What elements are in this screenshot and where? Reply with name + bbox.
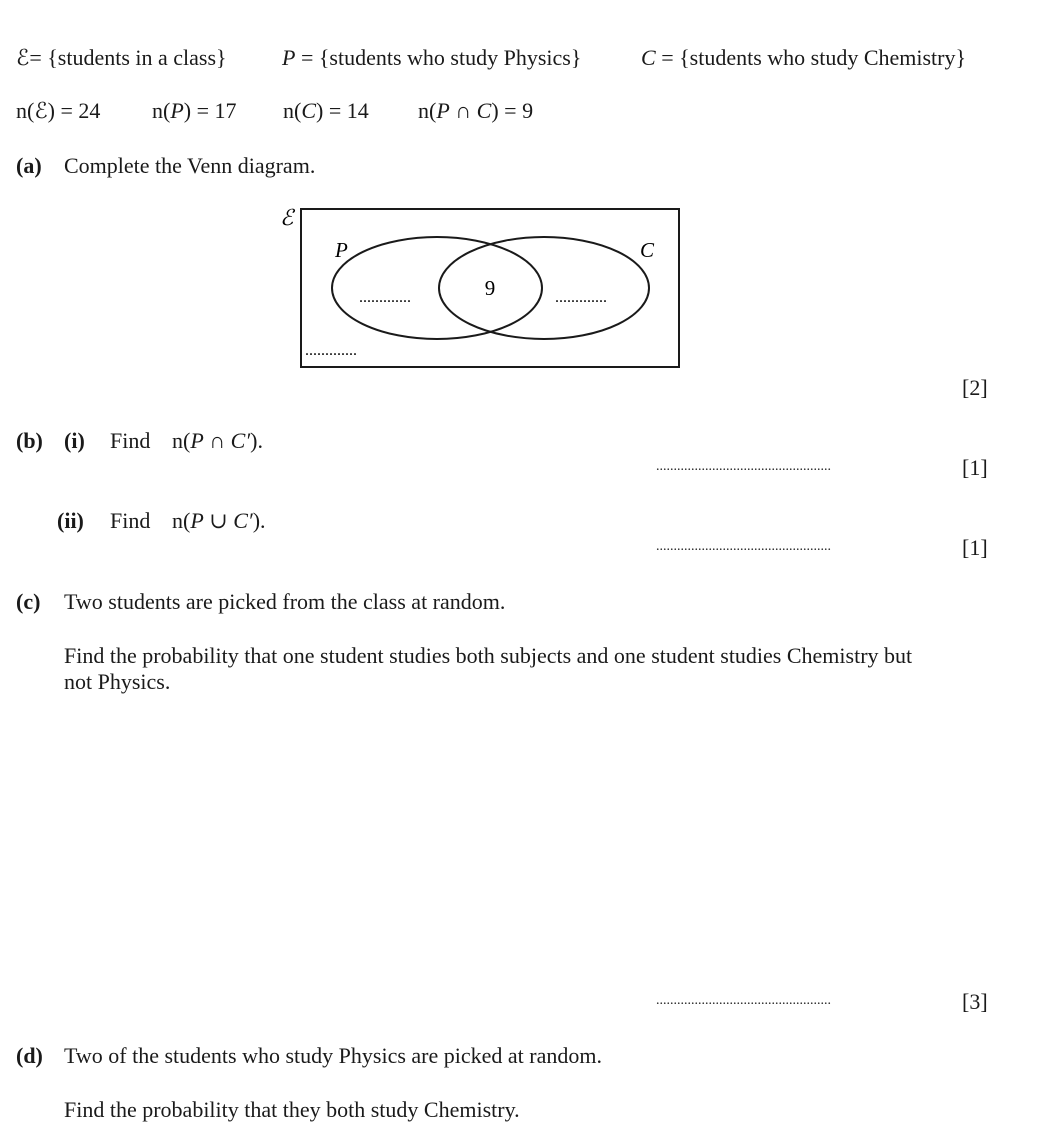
part-b-ii-expr-op: ∪ xyxy=(203,508,234,533)
n-chemistry-suffix: ) = 14 xyxy=(316,98,369,123)
p-symbol: P xyxy=(282,45,296,70)
part-c-label: (c) xyxy=(16,589,41,614)
part-a-label: (a) xyxy=(16,153,42,178)
venn-intersection-value: 9 xyxy=(484,276,496,300)
part-b-ii-label: (ii) xyxy=(57,508,84,533)
part-c-answer-line[interactable]: .................................................. xyxy=(656,993,831,1008)
part-b-i-expr-op: ∩ xyxy=(203,428,231,453)
n-universal: n(ℰ) = 24 xyxy=(16,98,101,123)
part-b-ii-expr-prefix: n( xyxy=(172,508,191,533)
part-b-label: (b) xyxy=(16,428,43,453)
universal-set-definition: ℰ= {students in a class} xyxy=(16,45,227,70)
n-intersection-c: C xyxy=(476,98,492,123)
part-b-ii-expr-c: C′ xyxy=(233,508,253,533)
part-b-i-marks: [1] xyxy=(962,455,988,480)
part-b-i-label: (i) xyxy=(64,428,85,453)
part-c-text3: not Physics. xyxy=(64,669,171,694)
n-physics-prefix: n( xyxy=(152,98,171,123)
part-b-i-expr-c: C′ xyxy=(230,428,251,453)
n-chemistry-prefix: n( xyxy=(283,98,302,123)
chemistry-set-text: = {students who study Chemistry} xyxy=(655,45,967,70)
part-b-ii-expr-suffix: ). xyxy=(252,508,266,533)
venn-c-label: C xyxy=(640,238,655,262)
part-d-text2: Find the probability that they both study Chemistry. xyxy=(64,1097,520,1122)
c-ellipse xyxy=(439,237,649,339)
part-c-marks: [3] xyxy=(962,989,988,1014)
venn-diagram xyxy=(270,195,700,380)
chemistry-set-definition xyxy=(641,47,966,69)
p-ellipse xyxy=(332,237,542,339)
part-d-text1: Two of the students who study Physics are picked at random. xyxy=(64,1043,602,1068)
n-intersection-cap: ∩ xyxy=(449,98,477,123)
n-chemistry xyxy=(283,100,369,122)
part-d-label: (d) xyxy=(16,1043,43,1068)
universal-symbol: ℰ xyxy=(280,205,294,230)
part-b-i-expression xyxy=(172,430,263,452)
part-a-marks: [2] xyxy=(962,375,988,400)
part-b-ii-expression xyxy=(172,510,266,532)
part-b-i-expr-prefix: n( xyxy=(172,428,191,453)
n-chemistry-var: C xyxy=(301,98,317,123)
part-b-i-expr-p: P xyxy=(190,428,204,453)
part-b-ii-marks: [1] xyxy=(962,535,988,560)
venn-outside-placeholder[interactable]: ............. xyxy=(305,342,357,359)
part-b-i-answer-line[interactable]: .................................................. xyxy=(656,459,831,474)
n-intersection-p: P xyxy=(436,98,450,123)
physics-set-definition xyxy=(282,47,581,69)
n-physics-suffix: ) = 17 xyxy=(183,98,237,123)
n-physics xyxy=(152,100,237,122)
physics-set-text: = {students who study Physics} xyxy=(295,45,582,70)
part-b-i-expr-suffix: ). xyxy=(250,428,263,453)
n-intersection-suffix: ) = 9 xyxy=(491,98,534,123)
part-c-text2: Find the probability that one student studies both subjects and one student studies Chemistry but xyxy=(64,643,913,668)
part-b-i-find: Find xyxy=(110,428,151,453)
venn-p-label: P xyxy=(335,238,348,262)
n-physics-var: P xyxy=(170,98,184,123)
n-intersection xyxy=(418,100,533,122)
part-b-ii-answer-line[interactable]: .................................................. xyxy=(656,539,831,554)
venn-c-only-placeholder[interactable]: ............. xyxy=(555,289,607,306)
part-b-ii-expr-p: P xyxy=(190,508,204,533)
venn-p-only-placeholder[interactable]: ............. xyxy=(359,289,411,306)
part-c-text1: Two students are picked from the class at random. xyxy=(64,589,506,614)
n-intersection-prefix: n( xyxy=(418,98,437,123)
part-b-ii-find: Find xyxy=(110,508,151,533)
c-symbol: C xyxy=(641,45,656,70)
part-a-text: Complete the Venn diagram. xyxy=(64,153,316,178)
